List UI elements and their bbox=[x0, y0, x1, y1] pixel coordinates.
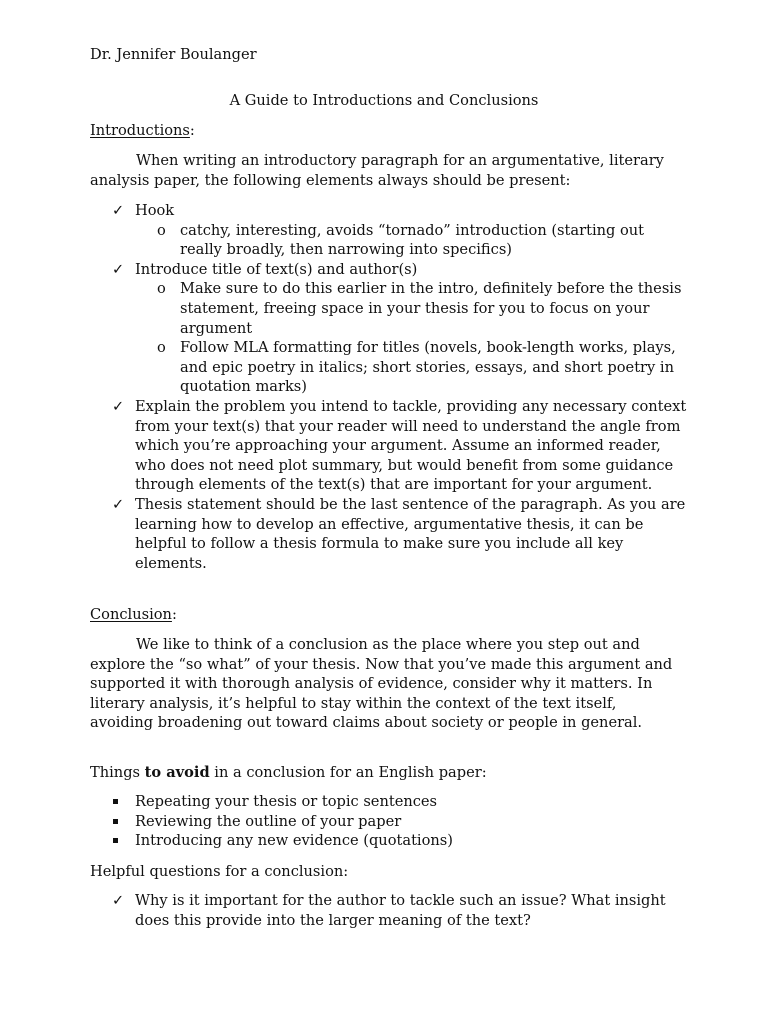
avoid-item-text: Reviewing the outline of your paper bbox=[135, 812, 402, 830]
intro-subitems bbox=[135, 279, 690, 397]
intro-item-label: Explain the problem you intend to tackle, providing any necessary context from your text(s) that your reader will need to understand the angle from which you’re approaching your argument. Assume an informed reader, who does not need plot summary, but would benefit from some guidance through elements of the text(s) that are important for your argument. bbox=[135, 397, 687, 494]
check-icon: ✓ bbox=[112, 397, 125, 415]
intro-subitem-text: catchy, interesting, avoids “tornado” introduction (starting out really broadly, then narrowing into specifics) bbox=[180, 221, 645, 259]
avoid-heading bbox=[90, 763, 487, 783]
circle-bullet-icon: o bbox=[157, 221, 166, 239]
questions-heading: Helpful questions for a conclusion: bbox=[90, 863, 349, 880]
question-item-text: Why is it important for the author to tackle such an issue? What insight does this provide into the larger meaning of the text? bbox=[135, 892, 666, 929]
introductions-checklist bbox=[90, 201, 690, 573]
avoid-item-text: Introducing any new evidence (quotations) bbox=[135, 832, 453, 850]
intro-item-label: Hook bbox=[135, 202, 175, 219]
intro-subitem-text: Make sure to do this earlier in the intro, definitely before the thesis statement, freeing space in your thesis for you to focus on your argument bbox=[180, 280, 682, 337]
avoid-item bbox=[90, 792, 690, 812]
intro-subitem bbox=[135, 338, 690, 397]
square-bullet-icon bbox=[113, 819, 118, 824]
conclusion-heading bbox=[90, 605, 177, 625]
intro-subitems bbox=[135, 221, 690, 260]
intro-item-hook bbox=[90, 201, 690, 260]
intro-item-label: Thesis statement should be the last sentence of the paragraph. As you are learning how to develop an effective, argumentative thesis, it can be helpful to follow a thesis formula to make sure you include all key elements. bbox=[135, 495, 686, 572]
circle-bullet-icon: o bbox=[157, 339, 166, 357]
document-title: A Guide to Introductions and Conclusions bbox=[229, 92, 539, 109]
conclusion-paragraph bbox=[90, 635, 682, 733]
intro-item-problem bbox=[90, 397, 690, 495]
square-bullet-icon bbox=[113, 799, 118, 804]
introductions-paragraph bbox=[90, 151, 682, 190]
conclusion-paragraph-text: We like to think of a conclusion as the place where you step out and explore the “so what” of your thesis. Now that you’ve made this argument and supported it with thorough analysis of evidence, consider why it matters. In literary analysis, it’s helpful to stay within the context of the text itself, avoiding broadening out toward claims about society or people in general. bbox=[90, 636, 673, 732]
intro-item-thesis bbox=[90, 495, 690, 573]
avoid-item-text: Repeating your thesis or topic sentences bbox=[135, 793, 438, 810]
introductions-paragraph-text: When writing an introductory paragraph for an argumentative, literary analysis paper, the following elements always should be present: bbox=[90, 152, 664, 189]
introductions-heading-text: Introductions bbox=[90, 122, 190, 139]
conclusion-heading-colon: : bbox=[171, 606, 177, 623]
circle-bullet-icon: o bbox=[157, 280, 166, 298]
check-icon: ✓ bbox=[112, 260, 125, 278]
intro-subitem bbox=[135, 279, 690, 338]
avoid-item bbox=[90, 831, 690, 851]
square-bullet-icon bbox=[113, 838, 118, 843]
avoid-heading-bold: to avoid bbox=[144, 764, 210, 781]
introductions-heading-colon: : bbox=[189, 122, 195, 139]
question-item bbox=[90, 891, 690, 930]
introductions-heading bbox=[90, 121, 195, 141]
check-icon: ✓ bbox=[112, 495, 125, 513]
questions-list bbox=[90, 891, 690, 930]
author-name: Dr. Jennifer Boulanger bbox=[90, 46, 257, 63]
check-icon: ✓ bbox=[112, 202, 125, 219]
conclusion-heading-text: Conclusion bbox=[90, 606, 172, 623]
avoid-item bbox=[90, 812, 690, 832]
check-icon: ✓ bbox=[112, 892, 125, 909]
avoid-heading-prefix: Things bbox=[90, 764, 145, 781]
intro-subitem bbox=[135, 221, 690, 260]
intro-item-title-author bbox=[90, 260, 690, 397]
avoid-heading-suffix: in a conclusion for an English paper: bbox=[209, 764, 487, 781]
intro-subitem-text: Follow MLA formatting for titles (novels, book-length works, plays, and epic poetry in italics; short stories, essays, and short poetry in quotation marks) bbox=[180, 339, 676, 396]
avoid-list bbox=[90, 792, 690, 851]
intro-item-label: Introduce title of text(s) and author(s) bbox=[135, 260, 418, 278]
